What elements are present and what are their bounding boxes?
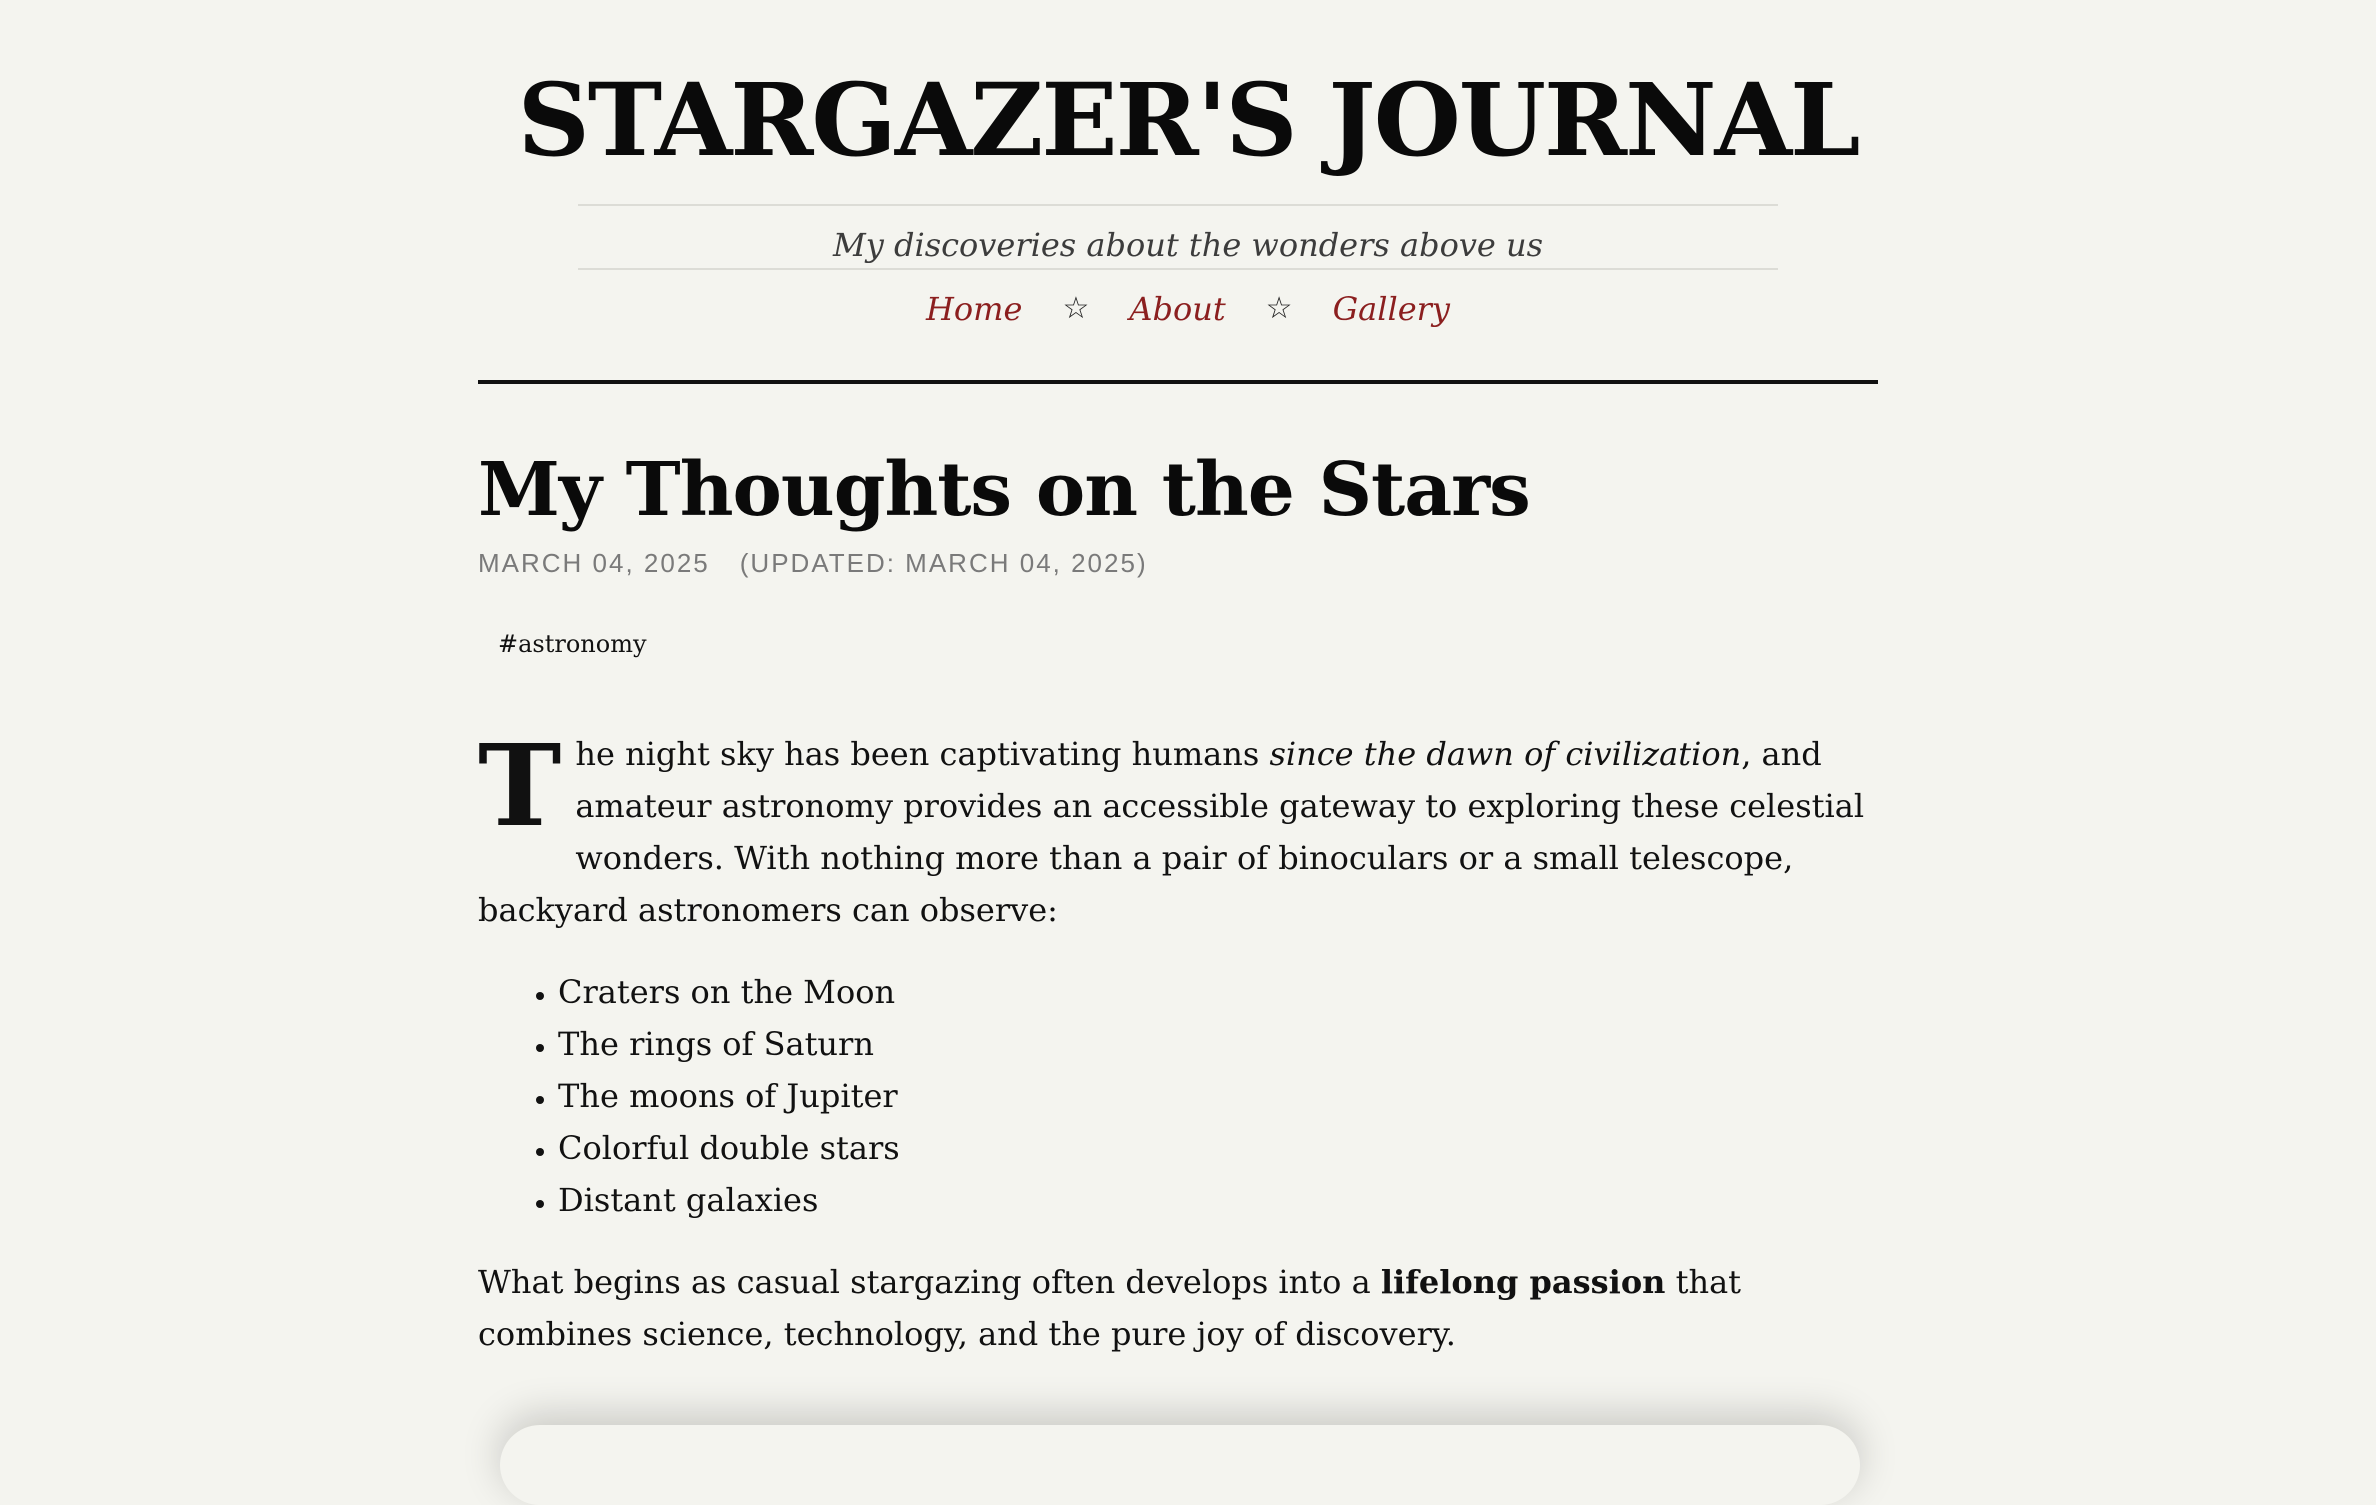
list-item: • Colorful double stars xyxy=(558,1122,1878,1174)
list-item: • Distant galaxies xyxy=(558,1174,1878,1226)
observation-list xyxy=(478,966,1878,1226)
star-separator-icon: ☆ xyxy=(1062,291,1090,326)
post-body xyxy=(478,721,1878,1360)
intro-text-continued: , and amateur astronomy provides an accessible gateway to exploring these celestial wonders. With nothing more than a pair of binoculars or a small telescope, backyard astronomers can observe: xyxy=(478,735,1865,929)
nav-link-home[interactable]: Home xyxy=(925,290,1023,328)
list-item: • The rings of Saturn xyxy=(558,1018,1878,1070)
next-section-card xyxy=(500,1425,1860,1505)
post-updated-date: (UPDATED: MARCH 04, 2025) xyxy=(739,548,1148,578)
intro-paragraph xyxy=(478,721,1878,936)
nav-link-gallery[interactable]: Gallery xyxy=(1332,290,1450,328)
main-nav xyxy=(0,284,2376,334)
tagline-top-divider xyxy=(578,204,1778,206)
header-divider xyxy=(478,380,1878,384)
intro-emphasis: since the dawn of civilization xyxy=(1269,735,1742,773)
post-meta xyxy=(478,548,1148,579)
list-item: • The moons of Jupiter xyxy=(558,1070,1878,1122)
nav-link-about[interactable]: About xyxy=(1129,290,1226,328)
closing-paragraph xyxy=(478,1256,1878,1360)
post-date: MARCH 04, 2025 xyxy=(478,548,710,578)
closing-strong: lifelong passion xyxy=(1380,1263,1666,1301)
site-tagline: My discoveries about the wonders above us xyxy=(832,226,1544,264)
closing-text-continued: that combines science, technology, and the pure joy of discovery. xyxy=(478,1263,1742,1353)
list-item: • Craters on the Moon xyxy=(558,966,1878,1018)
star-separator-icon: ☆ xyxy=(1265,291,1293,326)
site-title: STARGAZER'S JOURNAL xyxy=(517,61,1859,179)
intro-text: he night sky has been captivating humans xyxy=(575,735,1270,773)
post-title: My Thoughts on the Stars xyxy=(478,447,1530,533)
closing-text: What begins as casual stargazing often develops into a xyxy=(478,1263,1381,1301)
tag-link[interactable]: #astronomy xyxy=(498,630,647,658)
drop-cap: T xyxy=(478,721,562,852)
tagline-bottom-divider xyxy=(578,268,1778,270)
